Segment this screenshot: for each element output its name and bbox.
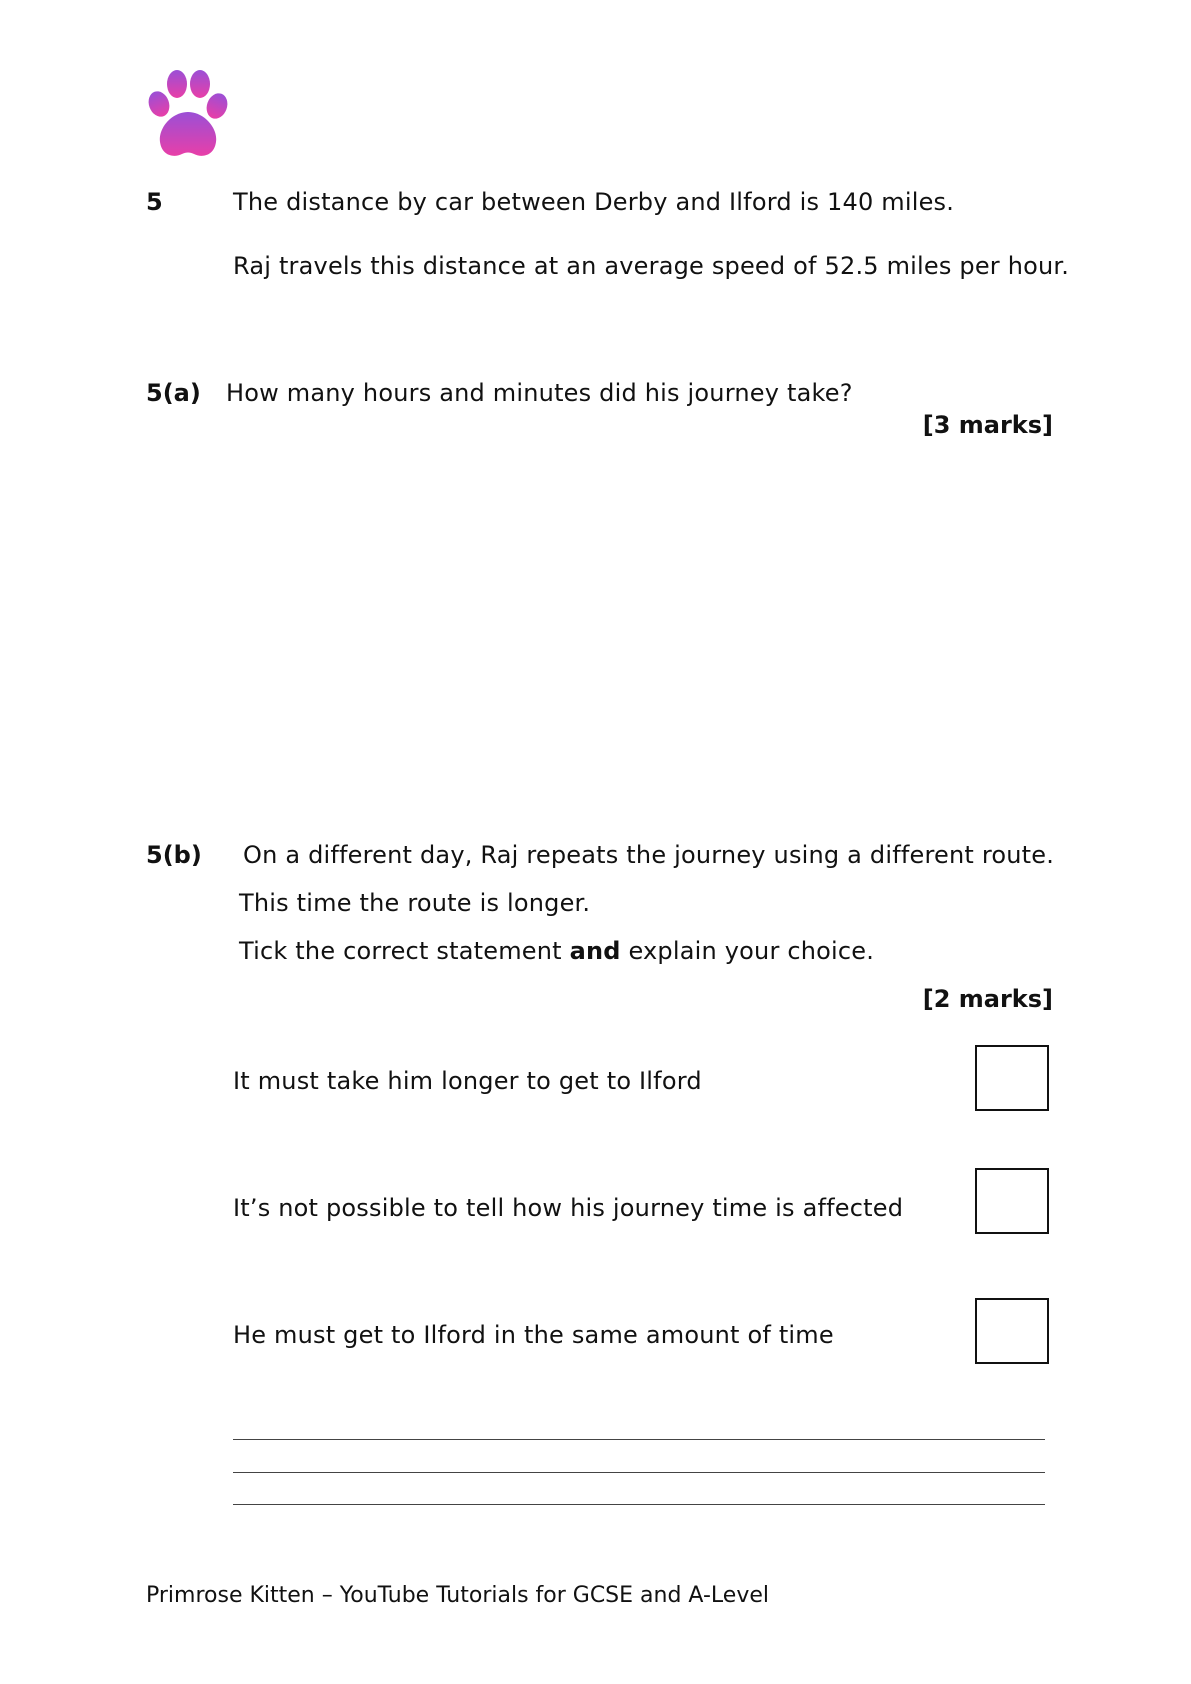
part-b-marks: [2 marks] xyxy=(922,985,1053,1013)
part-a-marks: [3 marks] xyxy=(922,411,1053,439)
option-3-checkbox[interactable] xyxy=(975,1298,1049,1364)
part-b-line-3-bold: and xyxy=(569,937,621,965)
paw-logo-icon xyxy=(146,70,230,160)
part-a-label: 5(a) xyxy=(146,379,201,407)
answer-line-3[interactable] xyxy=(233,1504,1045,1505)
question-stem-line-2: Raj travels this distance at an average speed of 52.5 miles per hour. xyxy=(233,252,1070,280)
part-b-line-1: On a different day, Raj repeats the journey using a different route. xyxy=(243,841,1055,869)
part-b-line-3-end: explain your choice. xyxy=(620,937,875,965)
option-1-checkbox[interactable] xyxy=(975,1045,1049,1111)
question-stem-line-1: The distance by car between Derby and Ilford is 140 miles. xyxy=(233,188,955,216)
option-2-text: It’s not possible to tell how his journey time is affected xyxy=(233,1194,904,1222)
option-2-checkbox[interactable] xyxy=(975,1168,1049,1234)
answer-line-2[interactable] xyxy=(233,1472,1045,1473)
part-b-label: 5(b) xyxy=(146,841,202,869)
part-b-line-2: This time the route is longer. xyxy=(239,889,591,917)
part-b-line-3-start: Tick the correct statement xyxy=(239,937,570,965)
option-3-text: He must get to Ilford in the same amount of time xyxy=(233,1321,834,1349)
question-number: 5 xyxy=(146,188,163,216)
part-b-line-3 xyxy=(239,937,874,965)
footer-text: Primrose Kitten – YouTube Tutorials for GCSE and A-Level xyxy=(146,1583,769,1608)
answer-line-1[interactable] xyxy=(233,1439,1045,1440)
option-1-text: It must take him longer to get to Ilford xyxy=(233,1067,702,1095)
part-a-question: How many hours and minutes did his journey take? xyxy=(226,379,853,407)
